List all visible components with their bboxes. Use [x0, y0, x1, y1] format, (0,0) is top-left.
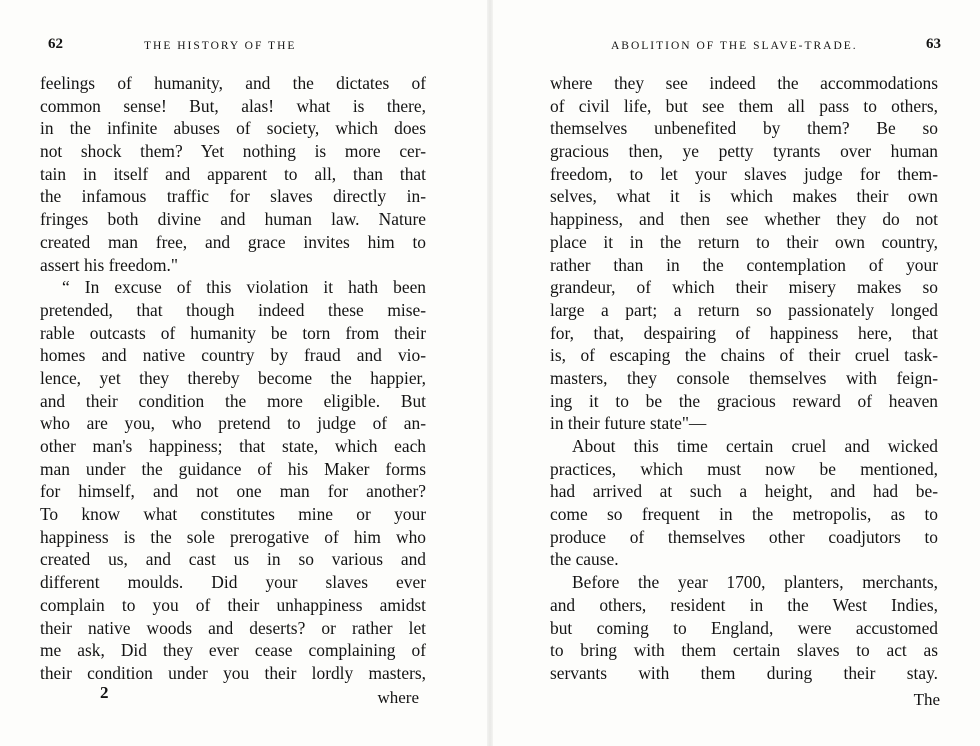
text-line: ing it to be the gracious reward of heaven	[550, 390, 938, 411]
text-line: to bring with them certain slaves to act as	[550, 640, 938, 661]
text-line: “ In excuse of this violation it hath been	[62, 277, 426, 298]
text-line: had arrived at such a height, and had be-	[550, 481, 938, 502]
text-line: To know what constitutes mine or your	[40, 504, 426, 525]
text-line: masters, they console themselves with feign-	[550, 367, 938, 388]
right-page-header	[611, 36, 941, 58]
text-line: freedom, to let your slaves judge for them-	[550, 163, 938, 184]
text-line: the cause.	[550, 549, 619, 570]
signature-mark: 2	[100, 683, 109, 702]
right-page	[493, 0, 980, 746]
text-line: who are you, who pretend to judge of an-	[40, 413, 426, 434]
right-running-head: ABOLITION OF THE SLAVE-TRADE.	[611, 40, 858, 52]
text-line: rable outcasts of humanity be torn from their	[40, 322, 426, 343]
text-line: assert his freedom."	[40, 254, 178, 275]
text-line: place it in the return to their own country,	[550, 231, 938, 252]
text-line: happiness is the sole prerogative of him who	[40, 526, 426, 547]
text-line: created us, and cast us in so various and	[40, 549, 426, 570]
text-line: but coming to England, were accustomed	[550, 617, 938, 638]
text-line: selves, what it is which makes their own	[550, 186, 938, 207]
right-page-number: 63	[926, 36, 941, 52]
text-line: tain in itself and apparent to all, than that	[40, 163, 426, 184]
text-line: fringes both divine and human law. Nature	[40, 209, 426, 230]
text-line: large a part; a return so passionately longed	[550, 299, 938, 320]
text-line: and others, resident in the West Indies,	[550, 594, 938, 615]
text-line: practices, which must now be mentioned,	[550, 458, 938, 479]
text-line: not shock them? Yet nothing is more cer-	[40, 141, 426, 162]
left-catchword: where	[377, 688, 419, 707]
text-line: homes and native country by fraud and vio-	[40, 345, 426, 366]
text-line: is, of escaping the chains of their cruel task-	[550, 345, 938, 366]
left-page-body	[40, 72, 426, 685]
text-line: in their future state"—	[550, 413, 707, 434]
right-page-body	[550, 72, 938, 685]
text-line: come so frequent in the metropolis, as to	[550, 504, 938, 525]
text-line: feelings of humanity, and the dictates of	[40, 73, 426, 93]
left-running-head: THE HISTORY OF THE	[144, 40, 297, 52]
text-line: different moulds. Did your slaves ever	[40, 572, 426, 593]
text-line: happiness, and then see whether they do not	[550, 209, 938, 230]
left-page-number: 62	[48, 36, 63, 52]
text-line: Before the year 1700, planters, merchants,	[572, 572, 938, 593]
text-line: for, that, despairing of happiness here, that	[550, 322, 938, 343]
text-line: and their condition the more eligible. But	[40, 390, 426, 411]
text-line: complain to you of their unhappiness amidst	[40, 594, 426, 615]
text-line: rather than in the contemplation of your	[550, 254, 938, 275]
text-line: created man free, and grace invites him to	[40, 231, 426, 252]
text-line: lence, yet they thereby become the happier,	[40, 367, 426, 388]
text-line: where they see indeed the accommodations	[550, 73, 938, 93]
text-line: About this time certain cruel and wicked	[572, 436, 938, 456]
text-line: other man's happiness; that state, which each	[40, 436, 426, 456]
text-line: grandeur, of which their misery makes so	[550, 277, 938, 298]
text-line: me ask, Did they ever cease complaining of	[40, 640, 426, 661]
text-line: for himself, and not one man for another?	[40, 481, 426, 502]
text-line: gracious then, ye petty tyrants over human	[550, 141, 938, 162]
left-page	[0, 0, 487, 746]
right-catchword: The	[913, 690, 940, 709]
text-line: themselves unbenefited by them? Be so	[550, 118, 938, 139]
text-line: common sense! But, alas! what is there,	[40, 95, 426, 116]
text-line: pretended, that though indeed these mise-	[40, 299, 426, 320]
text-line: man under the guidance of his Maker forms	[40, 458, 426, 479]
text-line: produce of themselves other coadjutors to	[550, 526, 938, 547]
text-line: in the infinite abuses of society, which does	[40, 118, 426, 139]
text-line: the infamous traffic for slaves directly in-	[40, 186, 426, 207]
text-line: their condition under you their lordly masters,	[40, 662, 426, 683]
left-page-header	[48, 36, 428, 58]
text-line: servants with them during their stay.	[550, 662, 938, 683]
text-line: of civil life, but see them all pass to others,	[550, 95, 938, 116]
text-line: their native woods and deserts? or rather let	[40, 617, 426, 638]
